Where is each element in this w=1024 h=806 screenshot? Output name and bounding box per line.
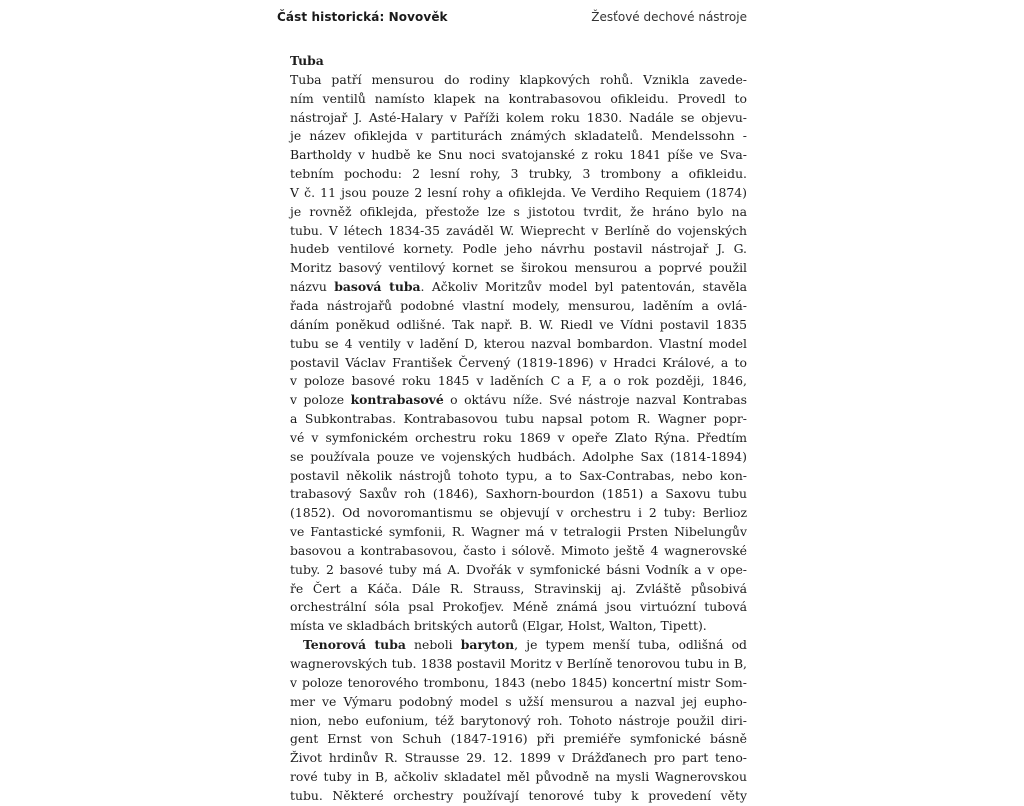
text-line [277,542,747,561]
text-line [277,787,747,806]
text-line [277,429,747,448]
text-line [277,561,747,580]
text-segment: tebním pochodu: 2 lesní rohy, 3 trubky, 3 trombony a ofikleidu. [290,166,747,182]
text-line [277,127,747,146]
text-line [277,768,747,787]
text-line [277,240,747,259]
text-segment: ním ventilů namísto klapek na kontrabasovou ofikleidu. Provedl to [290,90,747,106]
text-segment: řada nástrojařů podobné vlastní modely, mensurou, laděním a ovlá- [290,297,747,313]
text-line [277,222,747,241]
paragraph-tuba [277,71,747,636]
bold-term: baryton [460,637,515,653]
text-segment: je rovněž ofiklejda, přestože lze s jistotou tvrdit, že hráno bylo na [290,203,747,219]
text-line [277,297,747,316]
text-segment: v poloze [290,392,351,408]
text-line [277,410,747,429]
text-segment: Moritz basový ventilový kornet se širokou mensurou a poprvé použil [290,260,747,276]
text-segment: tubu se 4 ventily v ladění D, kterou nazval bombardon. Vlastní model [290,335,747,351]
text-segment: a Subkontrabas. Kontrabasovou tubu napsal potom R. Wagner popr- [290,411,747,427]
text-line [277,184,747,203]
text-segment: místa ve skladbách britských autorů (Elgar, Holst, Walton, Tipett). [290,618,707,634]
text-segment: ve Fantastické symfonii, R. Wagner má v tetralogii Prsten Nibelungův [290,524,747,540]
text-segment: postavil Václav František Červený (1819-1896) v Hradci Králové, a to [290,354,747,370]
text-segment: ře Čert a Káča. Dále R. Strauss, Stravinskij aj. Zvláště působivá [290,580,747,596]
text-line [277,372,747,391]
text-line [277,448,747,467]
text-segment: neboli [405,637,461,653]
text-segment: v poloze tenorového trombonu, 1843 (nebo 1845) koncertní mistr Som- [290,674,747,690]
text-segment: (1852). Od novoromantismu se objevují v orchestru i 2 tuby: Berlioz [290,505,747,521]
text-segment: se používala pouze ve vojenských hudbách. Adolphe Sax (1814-1894) [290,448,747,464]
text-segment: mer ve Výmaru podobný model s užší mensurou a nazval jej eupho- [290,693,747,709]
text-segment: gent Ernst von Schuh (1847-1916) při premiéře symfonické básně [290,731,747,747]
header-section-title: Žesťové dechové nástroje [591,10,747,24]
bold-term: Tenorová tuba [303,637,406,653]
text-segment: rové tuby in B, ačkoliv skladatel měl původně na mysli Wagnerovskou [290,769,747,785]
text-line [277,203,747,222]
text-segment: tubu. V létech 1834-35 zaváděl W. Wieprecht v Berlíně do vojenských [290,222,747,238]
text-segment: Tuba patří mensurou do rodiny klapkových rohů. Vznikla zavede- [290,71,747,87]
text-line [277,523,747,542]
text-segment: je název ofiklejda v partiturách známých skladatelů. Mendelssohn - [290,128,747,144]
bold-term: kontrabasové [350,392,444,408]
text-segment: dáním poněkud odlišné. Tak např. B. W. Riedl ve Vídni postavil 1835 [290,316,747,332]
text-segment: vé v symfonickém orchestru roku 1869 v opeře Zlato Rýna. Předtím [290,429,747,445]
text-line [277,146,747,165]
text-line [277,712,747,731]
text-line [277,730,747,749]
text-segment: v poloze basové roku 1845 v laděních C a F, a o rok později, 1846, [290,373,747,389]
running-header [277,10,747,32]
text-segment: Bartholdy v hudbě ke Snu noci svatojanské z roku 1841 píše ve Sva- [290,147,747,163]
header-chapter-title: Část historická: Novověk [277,10,448,24]
text-segment: V č. 11 jsou pouze 2 lesní rohy a ofiklejda. Ve Verdiho Requiem (1874) [290,184,747,200]
text-line [277,485,747,504]
text-line [277,391,747,410]
text-line [277,278,747,297]
bold-term: basová tuba [334,279,421,295]
text-line [277,598,747,617]
text-segment: basovou a kontrabasovou, často i sólově. Mimoto ještě 4 wagnerovské [290,542,747,558]
text-segment: Život hrdinův R. Strausse 29. 12. 1899 v Drážďanech pro part teno- [290,750,747,766]
section-heading: Tuba [290,53,324,68]
text-line [277,504,747,523]
text-segment: trabasový Saxův roh (1846), Saxhorn-bourdon (1851) a Saxovu tubu [290,486,747,502]
text-segment: o oktávu níže. Své nástroje nazval Kontrabas [443,392,747,408]
text-line [277,354,747,373]
text-segment: wagnerovských tub. 1838 postavil Moritz v Berlíně tenorovou tubu in B, [290,656,747,671]
text-line [277,335,747,354]
text-line [277,467,747,486]
text-line [277,90,747,109]
text-line [277,617,747,636]
text-segment: nion, nebo eufonium, též barytonový roh. Tohoto nástroje použil diri- [290,712,747,728]
text-line [277,71,747,90]
text-line [277,109,747,128]
text-line [277,674,747,693]
paragraph-tenor-tuba [277,636,747,806]
text-segment: tubu. Některé orchestry používají tenorové tuby k provedení věty [290,787,747,803]
text-segment: tuby. 2 basové tuby má A. Dvořák v symfonické básni Vodník a v ope- [290,561,747,577]
text-segment: , je typem menší tuba, odlišná od [514,637,747,653]
text-segment: postavil několik nástrojů tohoto typu, a to Sax-Contrabas, nebo kon- [290,467,747,483]
text-line [277,165,747,184]
text-segment: názvu [290,279,335,295]
body-text [277,52,747,806]
text-line [277,636,747,655]
text-line [277,316,747,335]
text-line [277,693,747,712]
text-line [277,580,747,599]
text-segment: hudeb ventilové kornety. Podle jeho návrhu postavil nástrojař J. G. [290,241,747,257]
text-segment: nástrojař J. Asté-Halary v Paříži kolem roku 1830. Nadále se objevu- [290,109,747,125]
text-segment: . Ačkoliv Moritzův model byl patentován, stavěla [420,279,747,295]
text-line [277,749,747,768]
text-line [277,655,747,674]
text-segment: orchestrální sóla psal Prokofjev. Méně známá jsou virtuózní tubová [290,599,747,615]
text-line [277,259,747,278]
